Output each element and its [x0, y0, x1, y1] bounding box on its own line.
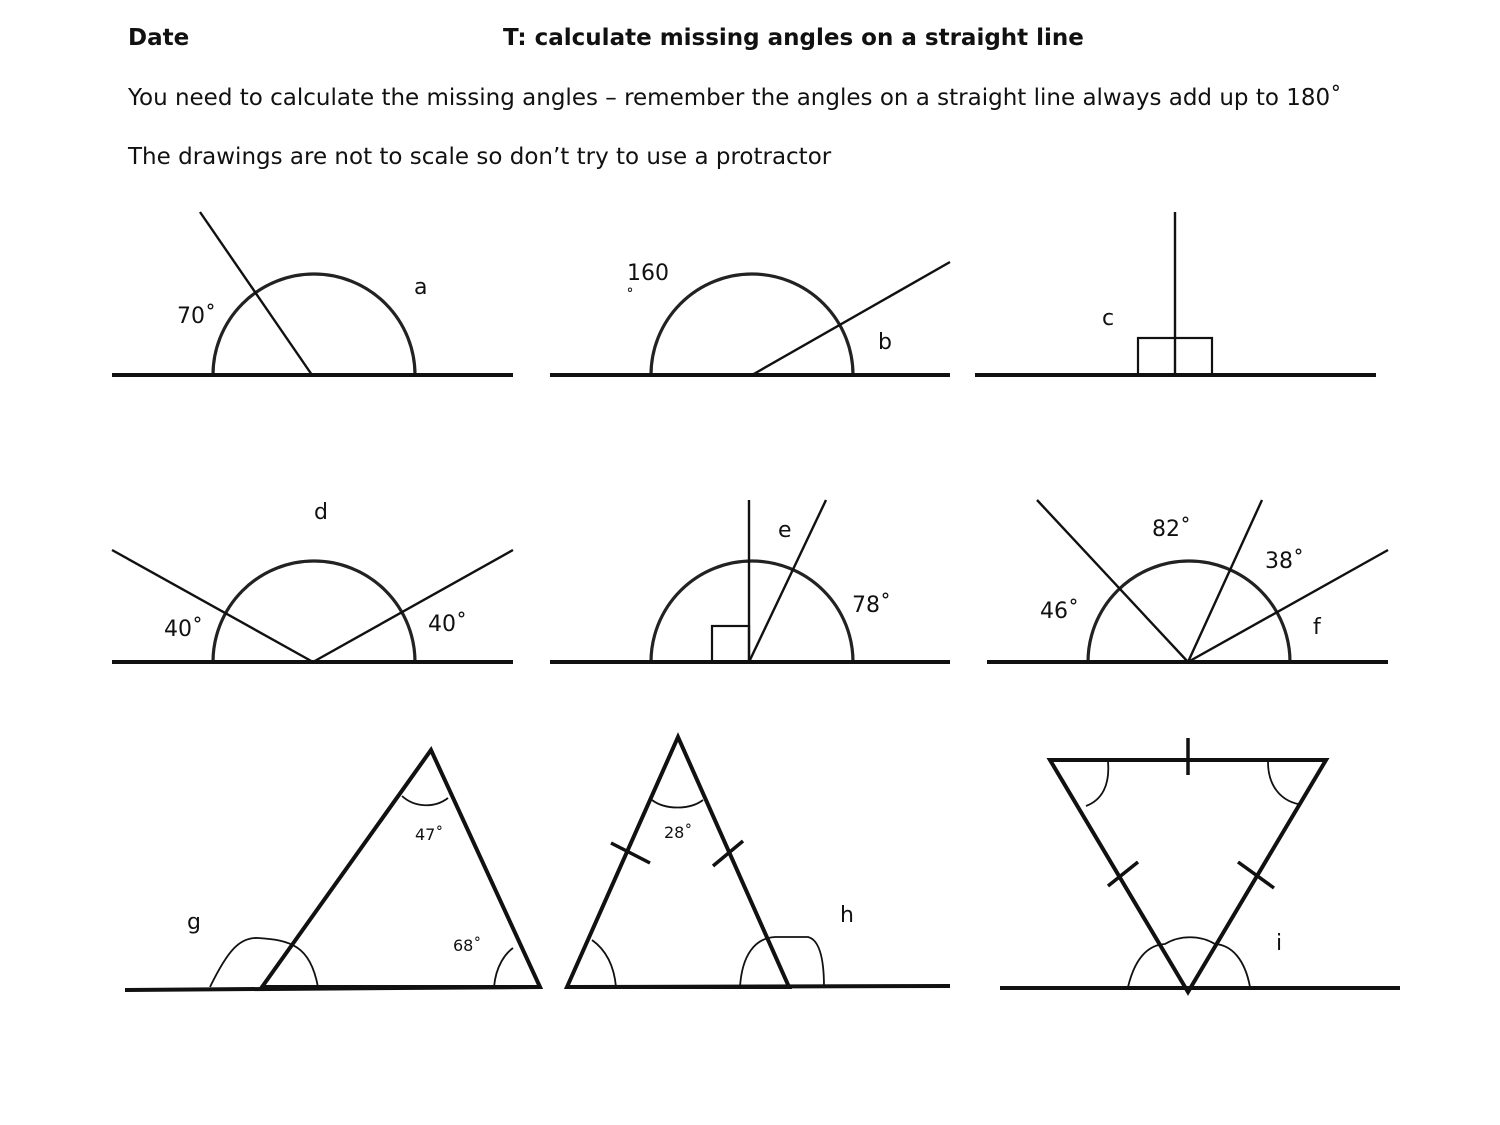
- apex-angle-arc: [402, 796, 448, 805]
- exterior-angle-arc: [1128, 937, 1250, 987]
- left-angle-label: 40˚: [164, 617, 203, 642]
- diagram-d: [112, 500, 513, 662]
- instruction-line-1: You need to calculate the missing angles – remember the angles on a straight line always add up to 180˚: [128, 85, 1342, 111]
- protractor-arc: [213, 274, 415, 375]
- right-angle-label: 40˚: [428, 612, 467, 637]
- unknown-angle-label: g: [187, 910, 201, 935]
- diagram-b: [550, 261, 950, 375]
- right-angle-marker: [712, 626, 749, 662]
- given-angle-label: 70˚: [177, 304, 216, 329]
- unknown-angle-label: a: [414, 275, 428, 300]
- triangle: [262, 750, 540, 987]
- base-angle-label: 68˚: [453, 936, 482, 955]
- diagram-e: [550, 500, 950, 662]
- diagram-i: [1000, 738, 1400, 992]
- diagram-g: [125, 750, 540, 990]
- unknown-angle-label: b: [878, 330, 892, 355]
- base-angle-arc: [494, 948, 513, 987]
- equal-side-tick-right: [1238, 862, 1274, 888]
- unknown-angle-label: i: [1276, 931, 1283, 956]
- diagram-a: [112, 212, 513, 375]
- unknown-angle-label: h: [840, 903, 854, 928]
- protractor-arc: [651, 561, 853, 662]
- protractor-arc: [651, 274, 853, 375]
- diagram-f: [987, 500, 1388, 662]
- protractor-arc: [213, 561, 415, 662]
- inverted-equilateral-triangle: [1050, 760, 1326, 992]
- exterior-angle-arc: [740, 937, 824, 987]
- isosceles-triangle: [567, 737, 789, 987]
- worksheet-title: T: calculate missing angles on a straight line: [503, 25, 1084, 51]
- unknown-angle-label: c: [1102, 306, 1115, 331]
- unknown-angle-label: e: [778, 518, 792, 543]
- given-angle-label: 78˚: [852, 593, 891, 618]
- middle-angle-label: 82˚: [1152, 517, 1191, 542]
- right-angle-label: 38˚: [1265, 549, 1304, 574]
- date-label: Date: [128, 25, 190, 51]
- unknown-angle-label: f: [1313, 615, 1321, 640]
- instruction-line-2: The drawings are not to scale so don’t try to use a protractor: [128, 144, 832, 170]
- left-base-angle-arc: [592, 940, 616, 987]
- protractor-arc: [1088, 561, 1290, 662]
- exterior-angle-arc: [210, 938, 318, 987]
- top-left-angle-arc: [1086, 762, 1108, 806]
- left-angle-label: 46˚: [1040, 599, 1079, 624]
- diagram-h: [567, 737, 950, 987]
- given-angle-unit: ˚: [626, 287, 634, 306]
- given-angle-value: 160: [627, 261, 669, 286]
- apex-angle-label: 47˚: [415, 825, 444, 844]
- top-right-angle-arc: [1268, 762, 1298, 804]
- apex-angle-label: 28˚: [664, 823, 693, 842]
- unknown-angle-label: d: [314, 500, 328, 525]
- apex-angle-arc: [652, 800, 703, 808]
- diagram-c: [975, 212, 1376, 375]
